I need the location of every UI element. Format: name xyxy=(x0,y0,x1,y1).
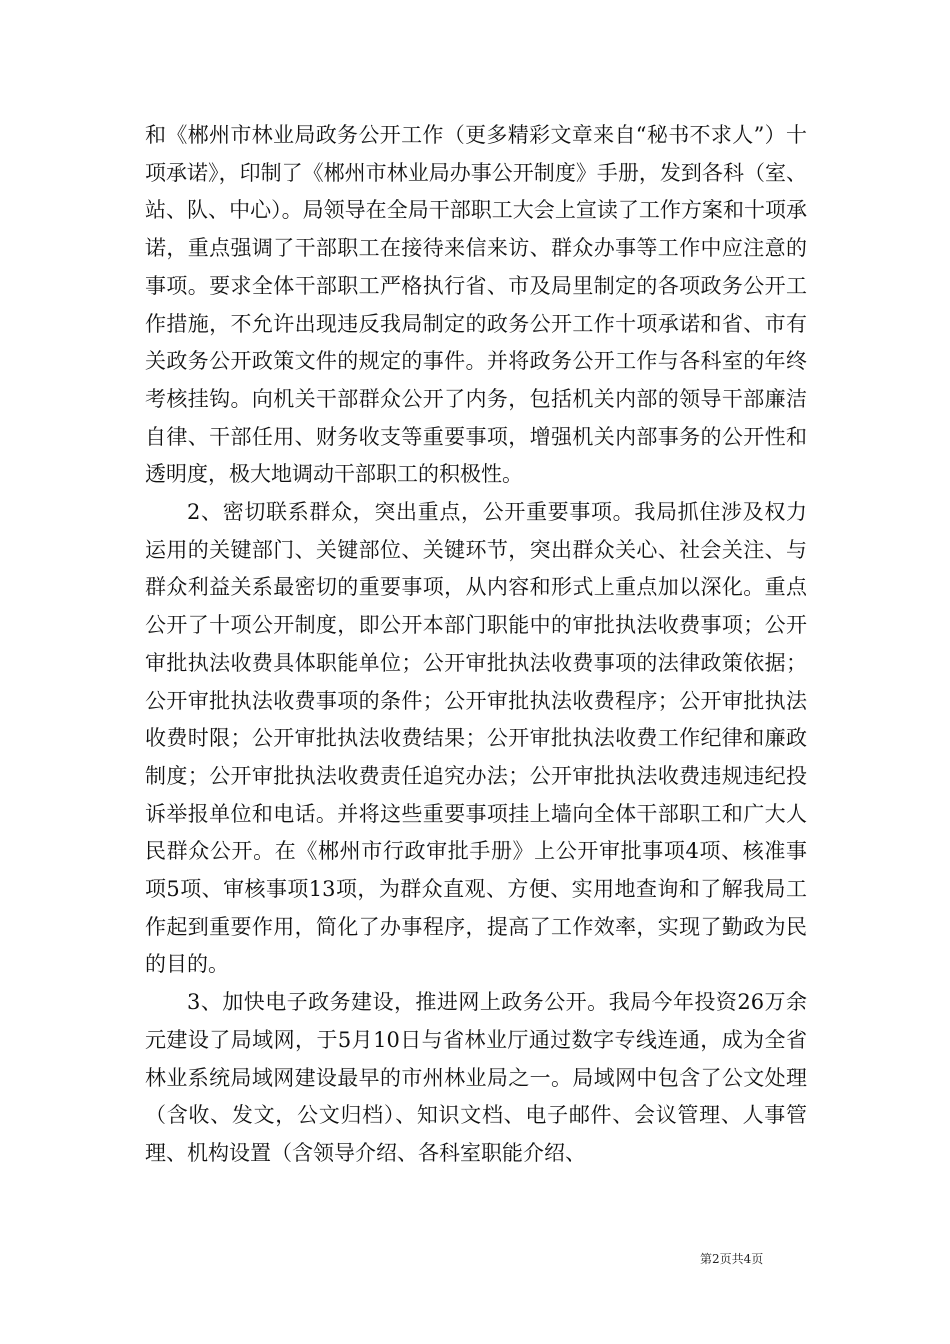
page-number: 第2页共4页 xyxy=(700,1252,764,1266)
paragraph-3: 3、加快电子政务建设，推进网上政务公开。我局今年投资26万余元建设了局域网，于5月10日与省林业厅通过数字专线连通，成为全省林业系统局域网建设最早的市州林业局之一。局域网中包含了公文处理（含收、发文，公文归档）、知识文档、电子邮件、会议管理、人事管理、机构设置（含领导介绍、各科室职能介绍、 xyxy=(145,990,807,1165)
paragraph-1: 和《郴州市林业局政务公开工作（更多精彩文章来自“秘书不求人”）十项承诺》，印制了《郴州市林业局办事公开制度》手册，发到各科（室、站、队、中心）。局领导在全局干部职工大会上宣读了工作方案和十项承诺，重点强调了干部职工在接待来信来访、群众办事等工作中应注意的事项。要求全体干部职工严格执行省、市及局里制定的各项政务公开工作措施，不允许出现违反我局制定的政务公开工作十项承诺和省、市有关政务公开政策文件的规定的事件。并将政务公开工作与各科室的年终考核挂钩。向机关干部群众公开了内务，包括机关内部的领导干部廉洁自律、干部任用、财务收支等重要事项，增强机关内部事务的公开性和透明度，极大地调动干部职工的积极性。 xyxy=(145,123,807,487)
document-body xyxy=(145,117,807,1173)
paragraph-2: 2、密切联系群众，突出重点，公开重要事项。我局抓住涉及权力运用的关键部门、关键部位、关键环节，突出群众关心、社会关注、与群众利益关系最密切的重要事项，从内容和形式上重点加以深化。重点公开了十项公开制度，即公开本部门职能中的审批执法收费事项；公开审批执法收费具体职能单位；公开审批执法收费事项的法律政策依据；公开审批执法收费事项的条件；公开审批执法收费程序；公开审批执法收费时限；公开审批执法收费结果；公开审批执法收费工作纪律和廉政制度；公开审批执法收费责任追究办法；公开审批执法收费违规违纪投诉举报单位和电话。并将这些重要事项挂上墙向全体干部职工和广大人民群众公开。在《郴州市行政审批手册》上公开审批事项4项、核准事项5项、审核事项13项，为群众直观、方便、实用地查询和了解我局工作起到重要作用，简化了办事程序，提高了工作效率，实现了勤政为民的目的。 xyxy=(145,500,807,977)
